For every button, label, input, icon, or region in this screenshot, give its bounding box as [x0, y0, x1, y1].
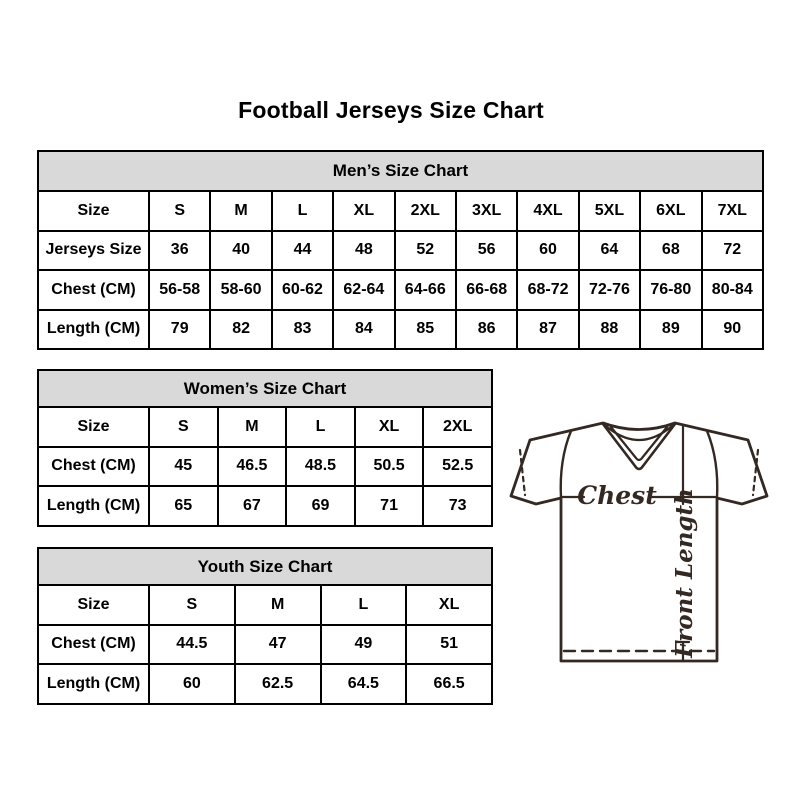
size-value-cell: 68-72: [517, 270, 578, 310]
size-value-cell: XL: [406, 585, 492, 625]
row-label: Length (CM): [38, 310, 149, 350]
row-label: Jerseys Size: [38, 231, 149, 271]
size-value-cell: 82: [210, 310, 271, 350]
size-value-cell: 48.5: [286, 447, 355, 487]
size-value-cell: 48: [333, 231, 394, 271]
table-section-header-row: [38, 151, 763, 191]
size-value-cell: S: [149, 191, 210, 231]
size-value-cell: 85: [395, 310, 456, 350]
size-value-cell: 60-62: [272, 270, 333, 310]
size-value-cell: 44: [272, 231, 333, 271]
youth-size-chart-table: [37, 547, 493, 705]
size-value-cell: 7XL: [702, 191, 763, 231]
table-row: [38, 231, 763, 271]
table-row: [38, 407, 492, 447]
row-label: Length (CM): [38, 486, 149, 526]
row-label: Size: [38, 407, 149, 447]
size-value-cell: L: [286, 407, 355, 447]
size-value-cell: 56-58: [149, 270, 210, 310]
table-section-header: Men’s Size Chart: [38, 151, 763, 191]
size-value-cell: 71: [355, 486, 424, 526]
table-section-header: Women’s Size Chart: [38, 370, 492, 407]
size-value-cell: 80-84: [702, 270, 763, 310]
size-value-cell: S: [149, 585, 235, 625]
size-value-cell: 5XL: [579, 191, 640, 231]
table-row: [38, 191, 763, 231]
size-value-cell: 3XL: [456, 191, 517, 231]
size-value-cell: 89: [640, 310, 701, 350]
page-title: Football Jerseys Size Chart: [238, 97, 544, 123]
size-value-cell: 60: [517, 231, 578, 271]
size-value-cell: 72-76: [579, 270, 640, 310]
row-label: Chest (CM): [38, 625, 149, 665]
table-row: [38, 270, 763, 310]
size-value-cell: 66-68: [456, 270, 517, 310]
size-value-cell: 36: [149, 231, 210, 271]
armhole-seam-left: [561, 431, 571, 498]
row-label: Size: [38, 191, 149, 231]
armhole-seam-right: [707, 431, 717, 498]
size-value-cell: 87: [517, 310, 578, 350]
row-label: Chest (CM): [38, 447, 149, 487]
size-value-cell: 72: [702, 231, 763, 271]
table-section-header-row: [38, 370, 492, 407]
table-section-header-row: [38, 548, 492, 585]
table-row: [38, 486, 492, 526]
size-value-cell: M: [235, 585, 321, 625]
mens-size-chart-table: [37, 150, 764, 350]
size-value-cell: 2XL: [423, 407, 492, 447]
size-value-cell: 62.5: [235, 664, 321, 704]
size-value-cell: XL: [355, 407, 424, 447]
jersey-measurement-diagram: [503, 402, 775, 668]
size-value-cell: 52: [395, 231, 456, 271]
table-row: [38, 585, 492, 625]
size-value-cell: 64.5: [321, 664, 407, 704]
womens-size-chart-table: [37, 369, 493, 527]
size-value-cell: 2XL: [395, 191, 456, 231]
size-value-cell: 69: [286, 486, 355, 526]
size-value-cell: 44.5: [149, 625, 235, 665]
size-value-cell: 73: [423, 486, 492, 526]
size-value-cell: 4XL: [517, 191, 578, 231]
size-value-cell: 66.5: [406, 664, 492, 704]
size-value-cell: 84: [333, 310, 394, 350]
size-value-cell: M: [210, 191, 271, 231]
size-value-cell: 47: [235, 625, 321, 665]
size-value-cell: 64-66: [395, 270, 456, 310]
size-value-cell: 56: [456, 231, 517, 271]
size-value-cell: 46.5: [218, 447, 287, 487]
table-row: [38, 664, 492, 704]
size-value-cell: L: [321, 585, 407, 625]
size-value-cell: 64: [579, 231, 640, 271]
size-value-cell: 76-80: [640, 270, 701, 310]
size-value-cell: 6XL: [640, 191, 701, 231]
size-value-cell: 51: [406, 625, 492, 665]
size-value-cell: XL: [333, 191, 394, 231]
size-value-cell: 68: [640, 231, 701, 271]
size-value-cell: 58-60: [210, 270, 271, 310]
size-value-cell: L: [272, 191, 333, 231]
size-value-cell: 49: [321, 625, 407, 665]
chest-label: Chest: [577, 481, 657, 510]
size-value-cell: 60: [149, 664, 235, 704]
size-value-cell: 86: [456, 310, 517, 350]
size-value-cell: 79: [149, 310, 210, 350]
size-value-cell: 62-64: [333, 270, 394, 310]
size-value-cell: 45: [149, 447, 218, 487]
table-row: [38, 625, 492, 665]
front-length-label: Front Length: [671, 488, 698, 658]
size-value-cell: 88: [579, 310, 640, 350]
size-value-cell: M: [218, 407, 287, 447]
size-value-cell: 67: [218, 486, 287, 526]
size-value-cell: 83: [272, 310, 333, 350]
table-row: [38, 310, 763, 350]
size-value-cell: S: [149, 407, 218, 447]
row-label: Length (CM): [38, 664, 149, 704]
size-value-cell: 40: [210, 231, 271, 271]
table-section-header: Youth Size Chart: [38, 548, 492, 585]
table-row: [38, 447, 492, 487]
size-value-cell: 65: [149, 486, 218, 526]
size-value-cell: 50.5: [355, 447, 424, 487]
row-label: Chest (CM): [38, 270, 149, 310]
size-value-cell: 90: [702, 310, 763, 350]
size-value-cell: 52.5: [423, 447, 492, 487]
jersey-outline-shape: [511, 423, 767, 661]
row-label: Size: [38, 585, 149, 625]
